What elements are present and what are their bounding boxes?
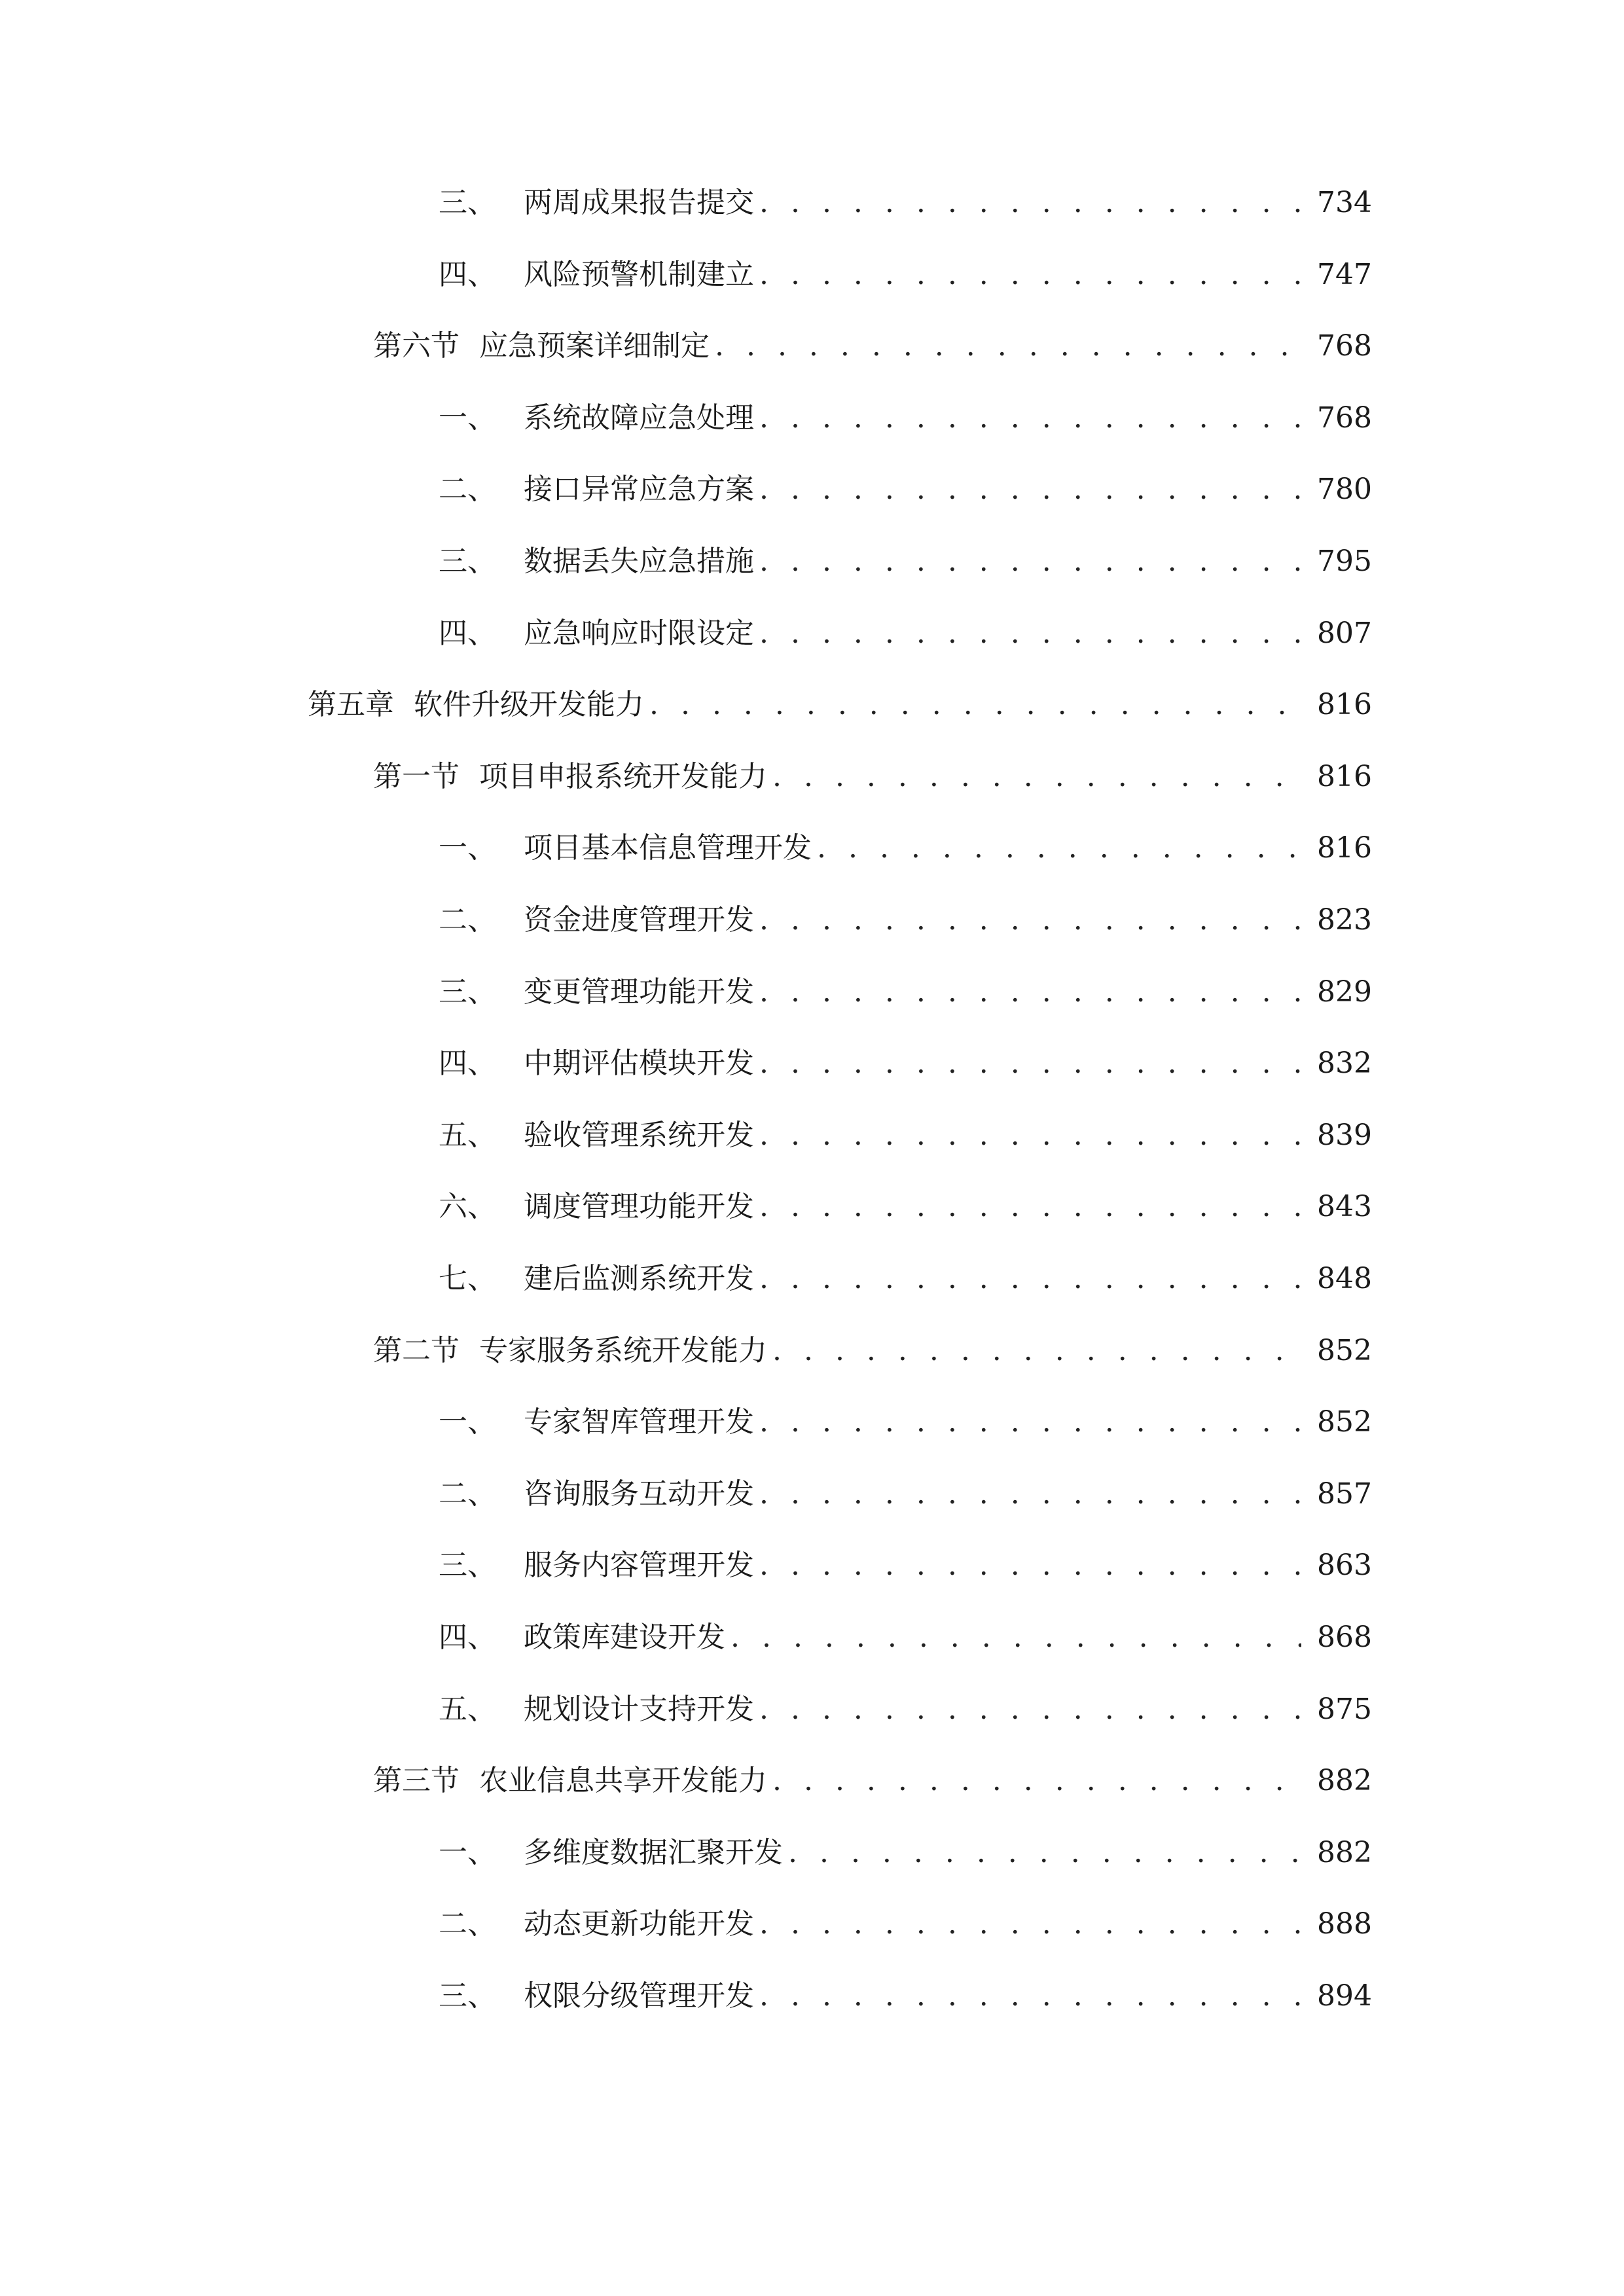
toc-entry[interactable] [439, 1683, 1372, 1736]
dot-leader [649, 679, 1301, 731]
toc-entry-number: 四、 [439, 616, 496, 650]
toc-entry[interactable] [308, 679, 1372, 731]
dot-leader [759, 249, 1301, 301]
toc-entry-number: 第五章 [308, 688, 394, 722]
toc-entry-title: 权限分级管理开发 [524, 1979, 754, 2013]
toc-entry[interactable] [439, 894, 1372, 946]
dot-leader [772, 1325, 1301, 1377]
toc-entry[interactable] [439, 535, 1372, 588]
toc-entry[interactable] [439, 463, 1372, 516]
toc-entry[interactable] [439, 249, 1372, 301]
toc-entry-title: 接口异常应急方案 [524, 473, 754, 507]
dot-leader [759, 966, 1301, 1018]
toc-entry-page-number: 875 [1317, 1692, 1372, 1726]
toc-entry[interactable] [439, 1037, 1372, 1090]
toc-entry-page-number: 807 [1317, 616, 1372, 650]
dot-leader [759, 1037, 1301, 1090]
dot-leader [759, 1898, 1301, 1950]
dot-leader [759, 1970, 1301, 2022]
toc-entry[interactable] [439, 1181, 1372, 1233]
toc-entry-number: 三、 [439, 1549, 496, 1583]
toc-entry-number: 第二节 [373, 1333, 460, 1367]
toc-entry-title: 资金进度管理开发 [524, 903, 754, 937]
dot-leader [759, 1683, 1301, 1736]
toc-entry[interactable] [439, 1253, 1372, 1305]
toc-entry-page-number: 734 [1317, 186, 1372, 219]
toc-entry-title: 变更管理功能开发 [524, 975, 754, 1009]
toc-entry[interactable] [439, 1611, 1372, 1664]
toc-entry-number: 四、 [439, 257, 496, 291]
toc-entry-title: 专家服务系统开发能力 [479, 1333, 767, 1367]
toc-entry-page-number: 882 [1317, 1764, 1372, 1798]
toc-entry-title: 咨询服务互动开发 [524, 1477, 754, 1511]
toc-entry-title: 系统故障应急处理 [524, 401, 754, 435]
toc-entry[interactable] [439, 1898, 1372, 1950]
toc-entry-title: 多维度数据汇聚开发 [524, 1835, 783, 1869]
toc-entry-title: 规划设计支持开发 [524, 1692, 754, 1726]
toc-entry-title: 软件升级开发能力 [414, 688, 644, 722]
toc-entry[interactable] [373, 751, 1372, 803]
toc-entry[interactable] [439, 1827, 1372, 1879]
dot-leader [772, 751, 1301, 803]
toc-entry-title: 验收管理系统开发 [524, 1118, 754, 1152]
dot-leader [715, 320, 1301, 372]
toc-entry-number: 二、 [439, 1477, 496, 1511]
toc-entry-title: 服务内容管理开发 [524, 1549, 754, 1583]
toc-entry-title: 建后监测系统开发 [524, 1262, 754, 1295]
toc-entry-page-number: 852 [1317, 1333, 1372, 1367]
toc-entry[interactable] [373, 320, 1372, 372]
toc-entry-page-number: 747 [1317, 257, 1372, 291]
toc-entry-page-number: 768 [1317, 401, 1372, 435]
toc-entry-title: 农业信息共享开发能力 [479, 1764, 767, 1798]
toc-entry-number: 一、 [439, 1405, 496, 1439]
toc-entry-number: 一、 [439, 831, 496, 865]
toc-entry[interactable] [439, 822, 1372, 874]
toc-entry-title: 调度管理功能开发 [524, 1190, 754, 1224]
toc-entry-number: 一、 [439, 1835, 496, 1869]
toc-entry-page-number: 882 [1317, 1835, 1372, 1869]
toc-entry-number: 第六节 [373, 329, 460, 363]
toc-entry-number: 七、 [439, 1262, 496, 1295]
toc-entry[interactable] [373, 1755, 1372, 1807]
toc-entry-page-number: 839 [1317, 1118, 1372, 1152]
toc-entry-title: 应急预案详细制定 [479, 329, 710, 363]
toc-entry-page-number: 894 [1317, 1979, 1372, 2013]
toc-entry[interactable] [439, 392, 1372, 444]
toc-entry-number: 四、 [439, 1621, 496, 1654]
toc-entry-page-number: 816 [1317, 759, 1372, 793]
dot-leader [759, 1109, 1301, 1162]
toc-entry-number: 三、 [439, 975, 496, 1009]
toc-entry[interactable] [373, 1325, 1372, 1377]
toc-entry-page-number: 857 [1317, 1477, 1372, 1511]
toc-entry-title: 两周成果报告提交 [524, 186, 754, 219]
toc-entry[interactable] [439, 1396, 1372, 1448]
toc-entry-title: 项目申报系统开发能力 [479, 759, 767, 793]
toc-entry-number: 一、 [439, 401, 496, 435]
toc-entry-title: 动态更新功能开发 [524, 1907, 754, 1941]
toc-entry-number: 二、 [439, 903, 496, 937]
dot-leader [817, 822, 1301, 874]
toc-entry-page-number: 888 [1317, 1907, 1372, 1941]
dot-leader [772, 1755, 1301, 1807]
toc-entry-page-number: 816 [1317, 831, 1372, 865]
dot-leader [731, 1611, 1301, 1664]
toc-entry-page-number: 863 [1317, 1549, 1372, 1583]
dot-leader [759, 535, 1301, 588]
dot-leader [759, 1253, 1301, 1305]
toc-entry-title: 项目基本信息管理开发 [524, 831, 812, 865]
dot-leader [759, 1396, 1301, 1448]
toc-entry-number: 六、 [439, 1190, 496, 1224]
toc-entry[interactable] [439, 177, 1372, 229]
toc-entry-page-number: 852 [1317, 1405, 1372, 1439]
toc-entry-number: 第三节 [373, 1764, 460, 1798]
toc-entry-number: 二、 [439, 1907, 496, 1941]
dot-leader [759, 177, 1301, 229]
toc-entry-title: 风险预警机制建立 [524, 257, 754, 291]
toc-entry-number: 三、 [439, 186, 496, 219]
toc-entry-page-number: 768 [1317, 329, 1372, 363]
toc-entry-number: 三、 [439, 1979, 496, 2013]
toc-entry-page-number: 829 [1317, 975, 1372, 1009]
toc-entry-page-number: 868 [1317, 1621, 1372, 1654]
dot-leader [759, 894, 1301, 946]
dot-leader [788, 1827, 1301, 1879]
toc-entry-number: 二、 [439, 473, 496, 507]
toc-entry-number: 三、 [439, 545, 496, 578]
toc-entry-page-number: 780 [1317, 473, 1372, 507]
toc-entry-number: 五、 [439, 1692, 496, 1726]
toc-entry-page-number: 816 [1317, 688, 1372, 722]
dot-leader [759, 463, 1301, 516]
dot-leader [759, 1539, 1301, 1592]
toc-entry-page-number: 843 [1317, 1190, 1372, 1224]
toc-entry-page-number: 832 [1317, 1047, 1372, 1081]
dot-leader [759, 392, 1301, 444]
toc-entry[interactable] [439, 1539, 1372, 1592]
toc-entry[interactable] [439, 1109, 1372, 1162]
toc-entry[interactable] [439, 1468, 1372, 1520]
toc-entry-title: 数据丢失应急措施 [524, 545, 754, 578]
dot-leader [759, 607, 1301, 660]
toc-entry-title: 专家智库管理开发 [524, 1405, 754, 1439]
toc-entry-page-number: 795 [1317, 545, 1372, 578]
toc-entry-number: 四、 [439, 1047, 496, 1081]
toc-entry[interactable] [439, 1970, 1372, 2022]
dot-leader [759, 1181, 1301, 1233]
toc-entry-title: 中期评估模块开发 [524, 1047, 754, 1081]
toc-entry-page-number: 848 [1317, 1262, 1372, 1295]
toc-entry[interactable] [439, 607, 1372, 660]
toc-entry-title: 应急响应时限设定 [524, 616, 754, 650]
toc-entry-title: 政策库建设开发 [524, 1621, 725, 1654]
dot-leader [759, 1468, 1301, 1520]
toc-entry[interactable] [439, 966, 1372, 1018]
toc-entry-number: 第一节 [373, 759, 460, 793]
toc-entry-page-number: 823 [1317, 903, 1372, 937]
toc-entry-number: 五、 [439, 1118, 496, 1152]
